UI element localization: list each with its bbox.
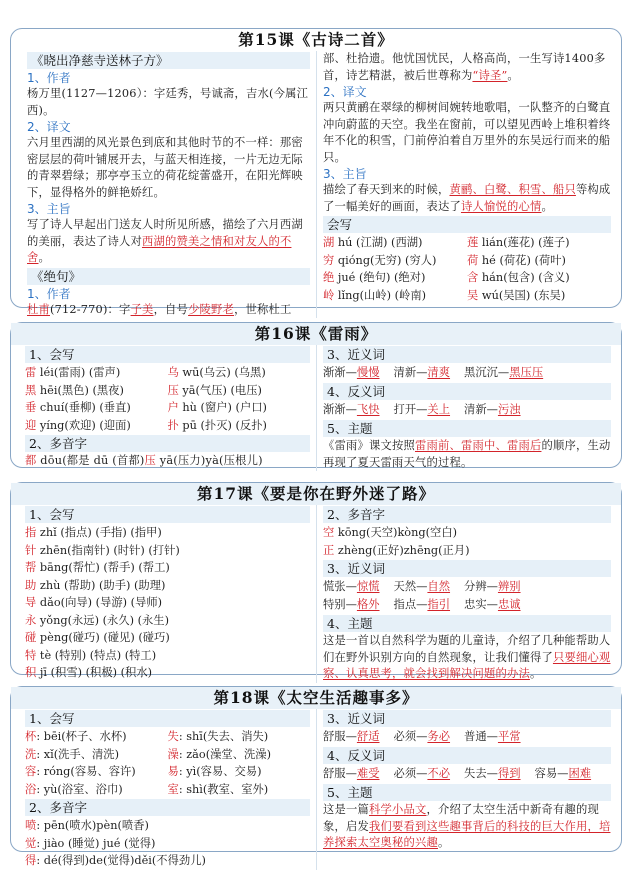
lesson-16-write-rows — [25, 364, 310, 434]
synonym-pair-b: 清爽 — [427, 366, 451, 379]
poem2-title: 《绝句》 — [27, 268, 310, 285]
vocab-cell — [168, 781, 311, 799]
l18-theme-highlight1: 科学小品文 — [369, 803, 427, 816]
synonym-pair — [464, 730, 521, 743]
l18-antonyms — [323, 765, 611, 783]
theme1-a: 写了诗人早起出门送友人时所见所感，描绘了六月西湖的美丽，表达了诗人对 — [27, 218, 303, 248]
vocab-pinyin: wú(吴国) (东吴) — [478, 288, 566, 302]
vocab-pinyin: jué (绝句) (绝对) — [334, 271, 426, 284]
vocab-cell — [168, 382, 311, 400]
vocab-char: 乌 — [167, 366, 179, 379]
synonym-pair-b: 务必 — [427, 730, 451, 743]
lesson-18-title: 第18课《太空生活趣事多》 — [11, 687, 621, 709]
l17-write-heading: 1、会写 — [25, 506, 310, 523]
vocab-cell — [467, 269, 611, 287]
vocab-pinyin: hú (江湖) (西湖) — [334, 236, 423, 249]
vocab-pinyin: dǎo(向导) (导游) (导师) — [36, 596, 163, 609]
vocab-pinyin: : jiào (睡觉) jué (觉得) — [36, 836, 156, 850]
theme2-a: 描绘了春天到来的时候， — [323, 183, 450, 196]
antonym-pair-a: 渐渐— — [323, 403, 357, 416]
synonym-pair — [323, 580, 380, 593]
synonym-pair-b: 黑压压 — [509, 366, 544, 379]
vocab-pinyin: : bēi(杯子、水杯) — [36, 730, 127, 743]
author2-b: ，自号 — [153, 302, 189, 316]
vocab-char: 容 — [25, 765, 37, 778]
polyphone-ya-text: yā(压力)yà(压根儿) — [156, 454, 263, 467]
lesson-18-left-column — [11, 709, 316, 870]
vocab-char: 导 — [25, 596, 37, 609]
synonym-pair — [394, 366, 451, 379]
author2-heading: 1、作者 — [27, 286, 71, 301]
translation-heading: 2、译文 — [27, 120, 71, 134]
synonym-pair — [323, 598, 380, 611]
synonym-pair-a: 慌张— — [323, 580, 357, 593]
vocab-pinyin: kōng(天空)kòng(空白) — [334, 526, 458, 539]
lesson-15-write-rows — [323, 234, 611, 304]
vocab-row — [25, 382, 310, 400]
synonym-line — [323, 578, 611, 596]
polyphone-char-du: 都 — [25, 454, 37, 467]
theme1-highlight: 西湖的赞美之情和对友人的不舍 — [27, 234, 292, 264]
vocab-cell — [25, 399, 168, 417]
vocab-pinyin: wū(乌云) (乌黑) — [178, 366, 266, 379]
polyphone-du-text: dōu(都是 dū (首都) — [36, 454, 145, 467]
theme2-highlight1: 黄鹂、白鹭、积雪、船只 — [449, 183, 576, 196]
vocab-char: 莲 — [467, 236, 479, 249]
vocab-pinyin: : xǐ(洗手、清洗) — [36, 747, 119, 761]
vocab-pinyin: yā(气压) (电压) — [178, 383, 262, 397]
l18-theme-heading: 5、主题 — [323, 784, 611, 801]
vocab-char: 易 — [167, 765, 179, 778]
vocab-char: 特 — [25, 648, 37, 662]
antonym-pair-b: 飞快 — [356, 403, 380, 416]
l16-antonym-heading: 4、反义词 — [323, 383, 611, 400]
synonym-pair-a: 黑沉沉— — [464, 366, 510, 379]
l16-theme-heading: 5、主题 — [323, 420, 611, 437]
l18-polyphone-heading: 2、多音字 — [25, 799, 310, 816]
poem1-title: 《晓出净慈寺送林子方》 — [27, 52, 310, 69]
l18-write-heading: 1、会写 — [25, 710, 310, 727]
synonym-pair-a: 必须— — [393, 730, 428, 743]
vocab-char: 空 — [323, 526, 335, 539]
antonym-pair-b: 关上 — [427, 403, 451, 416]
vocab-cell — [168, 364, 311, 382]
synonym-pair — [323, 366, 380, 379]
lesson-18-write-rows — [25, 728, 310, 798]
synonym-pair-a: 指点— — [393, 598, 428, 611]
vocab-row — [323, 542, 611, 560]
vocab-cell — [25, 728, 168, 746]
l16-synonym-heading: 3、近义词 — [323, 346, 611, 363]
vocab-row — [323, 234, 611, 252]
vocab-char: 杯 — [25, 730, 37, 743]
vocab-row — [323, 252, 611, 270]
l16-theme-highlight: 雷雨前、雷雨中、雷雨后 — [414, 439, 542, 452]
antonym-pair — [323, 403, 380, 416]
vocab-row — [25, 577, 310, 595]
vocab-pinyin: pèng(碰巧) (碰见) (碰巧) — [36, 631, 170, 644]
author2-a: (712-770)：字 — [50, 302, 131, 316]
vocab-char: 碰 — [25, 631, 37, 644]
synonym-pair-b: 忠诚 — [497, 598, 521, 611]
synonym-pair — [323, 730, 380, 743]
vocab-row — [25, 542, 310, 560]
l18-theme-text — [323, 802, 611, 852]
synonym-pair-b: 辨别 — [497, 580, 521, 593]
vocab-cell — [25, 364, 168, 382]
vocab-char: 室 — [167, 782, 179, 796]
vocab-cell — [323, 287, 467, 305]
translation2-heading: 2、译文 — [323, 85, 367, 99]
vocab-char: 黑 — [25, 383, 37, 397]
l17-theme-b: 。 — [529, 667, 542, 680]
l16-polyphone — [25, 453, 310, 470]
antonym-pair — [464, 403, 521, 416]
vocab-cell — [168, 417, 311, 435]
synonym-pair — [394, 730, 451, 743]
vocab-row — [323, 269, 611, 287]
vocab-row — [25, 728, 310, 746]
vocab-char: 扑 — [167, 418, 179, 432]
vocab-pinyin: lián(莲花) (莲子) — [478, 236, 570, 249]
vocab-char: 浴 — [25, 782, 37, 796]
lesson-17-title: 第17课《要是你在野外迷了路》 — [11, 483, 621, 505]
lesson-16-right-column — [316, 345, 621, 471]
lesson-15-title: 第15课《古诗二首》 — [238, 30, 394, 49]
l17-theme-text — [323, 633, 611, 683]
vocab-cell — [467, 287, 611, 305]
vocab-row — [25, 763, 310, 781]
vocab-char: 湖 — [323, 236, 335, 249]
vocab-pinyin: jī (积雪) (积极) (积水) — [36, 666, 153, 679]
vocab-char: 失 — [167, 730, 179, 743]
vocab-cell — [168, 746, 311, 764]
vocab-cell — [168, 399, 311, 417]
l18-synonym-heading: 3、近义词 — [323, 710, 611, 727]
lesson-18-body — [11, 709, 621, 870]
vocab-char: 迎 — [25, 418, 37, 432]
l18-synonyms — [323, 728, 611, 746]
synonym-pair — [464, 366, 543, 379]
synonym-pair-a: 天然— — [393, 580, 428, 593]
synonym-pair — [464, 598, 521, 611]
theme2-c: 。 — [541, 199, 553, 213]
lesson-17-right-column — [316, 505, 621, 683]
vocab-char: 含 — [467, 271, 479, 284]
lesson-15-card — [10, 28, 622, 316]
vocab-pinyin: yíng(欢迎) (迎面) — [36, 418, 131, 432]
author2-cont-b: 。 — [507, 68, 519, 82]
theme2-b: 等构成了一幅美好的画面，表达了 — [323, 183, 611, 213]
antonym-pair — [394, 767, 451, 780]
synonym-pair-a: 普通— — [464, 730, 498, 743]
theme-heading: 3、主旨 — [27, 202, 71, 216]
vocab-char: 压 — [167, 383, 179, 397]
polyphone-char-ya: 压 — [144, 454, 156, 467]
l18-theme-c: 。 — [437, 836, 450, 849]
vocab-row — [25, 594, 310, 612]
poet-sage: “诗圣” — [472, 68, 508, 82]
lesson-17-write-rows — [25, 524, 310, 682]
synonym-pair — [394, 598, 451, 611]
synonym-pair-b: 指引 — [427, 598, 451, 611]
l17-theme-a: 这是一首以自然科学为题的儿童诗，介绍了几种能帮助人们在野外识别方向的自然现象，让我们懂得了 — [323, 634, 611, 664]
vocab-row — [25, 364, 310, 382]
lesson-16-left-column — [11, 345, 316, 471]
vocab-row — [25, 746, 310, 764]
vocab-char: 积 — [25, 666, 37, 679]
vocab-pinyin: zhǐ (指点) (手指) (指甲) — [36, 526, 162, 539]
vocab-cell — [25, 781, 168, 799]
author2-c: ，世称杜工 — [234, 302, 292, 316]
lesson-18-card — [10, 686, 622, 867]
lesson-15-right-column — [316, 51, 621, 318]
vocab-row — [323, 287, 611, 305]
antonym-pair — [394, 403, 451, 416]
vocab-pinyin: zhèng(正好)zhēng(正月) — [334, 543, 470, 557]
l16-theme-a: 《雷雨》课文按照 — [323, 439, 415, 452]
vocab-cell — [25, 746, 168, 764]
vocab-char: 雷 — [25, 366, 37, 379]
lesson-16-body — [11, 345, 621, 471]
l16-theme-text — [323, 438, 611, 471]
vocab-cell — [467, 252, 611, 270]
vocab-row — [25, 629, 310, 647]
vocab-pinyin: yǒng(永远) (永久) (永生) — [36, 613, 170, 627]
l17-synonym-heading: 3、近义词 — [323, 560, 611, 577]
synonym-pair-a: 忠实— — [464, 598, 498, 611]
vocab-row — [25, 612, 310, 630]
l17-synonyms — [323, 578, 611, 614]
vocab-pinyin: hēi(黑色) (黑夜) — [36, 383, 124, 397]
vocab-pinyin: tè (特别) (特点) (特工) — [36, 648, 157, 662]
translation1-text: 六月里西湖的风光景色到底和其他时节的不一样：那密密层层的荷叶铺展开去，与蓝天相连接，一片无边无际的青翠碧绿；那亭亭玉立的荷花绽蕾盛开，在阳光辉映下，显得格外的鲜艳娇红。 — [27, 136, 303, 199]
l16-synonyms — [323, 364, 611, 382]
l16-write-heading: 1、会写 — [25, 346, 310, 363]
antonym-pair-a: 清新— — [464, 403, 498, 416]
vocab-pinyin: lǐng(山岭) (岭南) — [334, 288, 427, 302]
lesson-15-left-column — [11, 51, 316, 318]
lesson-16-card — [10, 322, 622, 468]
lesson-15-body — [11, 51, 621, 318]
antonym-pair-b: 污浊 — [497, 403, 521, 416]
vocab-char: 指 — [25, 526, 37, 539]
l18-theme-b: ，介绍了太空生活中新奇有趣的现象，启发 — [323, 803, 599, 833]
author2-hao: 少陵野老 — [188, 302, 235, 316]
author-heading: 1、作者 — [27, 71, 71, 85]
lesson-17-left-column — [11, 505, 316, 683]
lesson-18-right-column — [316, 709, 621, 870]
lesson-16-title: 第16课《雷雨》 — [11, 323, 621, 345]
vocab-row — [323, 524, 611, 542]
vocab-row — [25, 559, 310, 577]
vocab-char: 得 — [25, 854, 37, 867]
vocab-char: 针 — [25, 543, 37, 557]
theme1-text — [27, 217, 310, 267]
vocab-char: 吴 — [467, 288, 479, 302]
vocab-pinyin: chuí(垂柳) (垂直) — [36, 401, 131, 414]
lesson-17-body — [11, 505, 621, 683]
antonym-pair-a: 舒服— — [323, 767, 357, 780]
synonym-pair-b: 平常 — [497, 730, 521, 743]
synonym-line — [323, 596, 611, 614]
vocab-cell — [323, 234, 467, 252]
author2-cont-a: 部、杜拾遗。他忧国忧民，人格高尚，一生写诗1400多首，诗艺精湛，被后世尊称为 — [323, 52, 606, 82]
vocab-char: 户 — [167, 401, 179, 414]
vocab-pinyin: : zǎo(澡堂、洗澡) — [178, 747, 271, 761]
synonym-pair — [394, 580, 451, 593]
vocab-char: 垂 — [25, 401, 37, 414]
vocab-pinyin: zhēn(指南针) (时针) (打针) — [36, 543, 180, 557]
vocab-pinyin: : shī(失去、消失) — [178, 730, 269, 743]
vocab-pinyin: : yì(容易、交易) — [178, 765, 262, 778]
synonym-pair-a: 舒服— — [323, 730, 357, 743]
vocab-char: 喷 — [25, 819, 37, 832]
translation2-text: 两只黄鹂在翠绿的柳树间婉转地歌唱，一队整齐的白鹭直冲向蔚蓝的天空。我坐在窗前，可以望见西岭上堆积着终年不化的积雪，门前停泊着自万里外的东吴远行而来的船只。 — [323, 101, 611, 164]
theme1-b: 。 — [38, 251, 50, 264]
vocab-pinyin: pū (扑灭) (反扑) — [178, 418, 267, 432]
vocab-char: 荷 — [467, 253, 479, 267]
synonym-pair-a: 分辨— — [464, 580, 498, 593]
vocab-pinyin: bāng(帮忙) (帮手) (帮工) — [36, 561, 170, 574]
synonym-pair-b: 惊慌 — [356, 580, 380, 593]
vocab-row — [25, 817, 310, 835]
author1-text: 杨万里(1127—1206）：字廷秀，号诚斋，吉水(今属江西)。 — [27, 87, 309, 117]
author2-name: 杜甫 — [27, 302, 50, 316]
vocab-cell — [323, 269, 467, 287]
vocab-char: 穷 — [323, 253, 335, 267]
vocab-char: 绝 — [323, 271, 335, 284]
vocab-char: 助 — [25, 578, 37, 592]
theme2-heading: 3、主旨 — [323, 167, 367, 181]
vocab-pinyin: : pēn(喷水)pèn(喷香) — [36, 819, 149, 832]
antonym-pair-a: 容易— — [534, 767, 569, 780]
synonym-pair-b: 舒适 — [356, 730, 380, 743]
antonym-pair-a: 必须— — [393, 767, 428, 780]
vocab-row — [25, 835, 310, 853]
synonym-pair-a: 渐渐— — [323, 366, 357, 379]
author2-text — [27, 302, 310, 319]
l17-polyphones — [323, 524, 611, 559]
synonym-pair-a: 特别— — [323, 598, 357, 611]
l17-theme-heading: 4、主题 — [323, 615, 611, 632]
vocab-row — [25, 781, 310, 799]
vocab-pinyin: qióng(无穷) (穷人) — [334, 253, 437, 267]
vocab-char: 澡 — [167, 747, 179, 761]
vocab-row — [25, 852, 310, 870]
vocab-cell — [168, 763, 311, 781]
vocab-pinyin: hù (窗户) (户口) — [178, 401, 267, 414]
antonym-pair-b: 得到 — [497, 767, 521, 780]
vocab-pinyin: léi(雷雨) (雷声) — [36, 366, 121, 379]
l17-theme-highlight: 只要细心观察、认真思考，就会找到解决问题的办法 — [323, 650, 611, 680]
synonym-pair-b: 自然 — [427, 580, 451, 593]
vocab-cell — [168, 728, 311, 746]
l18-polyphones — [25, 817, 310, 870]
theme2-highlight2: 诗人愉悦的心情 — [460, 199, 542, 213]
synonym-pair-a: 清新— — [393, 366, 428, 379]
antonym-pair — [323, 767, 380, 780]
vocab-cell — [25, 417, 168, 435]
lesson-17-card — [10, 482, 622, 680]
vocab-pinyin: : dé(得到)de(觉得)děi(不得劲儿) — [36, 854, 206, 867]
l18-theme-a: 这是一篇 — [323, 803, 369, 816]
l18-theme-highlight2: 我们要看到这些趣事背后的科技的巨大作用，培养探索太空奥秘的兴趣 — [323, 819, 611, 849]
vocab-char: 帮 — [25, 561, 37, 574]
vocab-row — [25, 417, 310, 435]
vocab-char: 永 — [25, 613, 37, 627]
vocab-pinyin: zhù (帮助) (助手) (助理) — [36, 578, 166, 592]
synonym-pair-b: 格外 — [356, 598, 380, 611]
l16-theme-b: 的顺序，生动再现了夏天雷雨天气的过程。 — [323, 439, 611, 469]
l18-antonym-heading: 4、反义词 — [323, 747, 611, 764]
vocab-pinyin: hé (荷花) (荷叶) — [478, 253, 566, 267]
l17-polyphone-heading: 2、多音字 — [323, 506, 611, 523]
vocab-pinyin: : róng(容易、容许) — [36, 765, 136, 778]
huixie-bar: 会写 — [323, 216, 611, 233]
vocab-cell — [25, 382, 168, 400]
l16-antonyms — [323, 401, 611, 419]
vocab-row — [25, 647, 310, 665]
vocab-row — [25, 664, 310, 682]
vocab-cell — [323, 252, 467, 270]
vocab-pinyin: : shì(教室、室外) — [178, 782, 269, 796]
vocab-char: 正 — [323, 543, 335, 557]
synonym-pair — [464, 580, 521, 593]
vocab-pinyin: hán(包含) (含义) — [478, 271, 570, 284]
theme2-text — [323, 182, 611, 215]
author2-zi: 子美 — [130, 302, 154, 316]
vocab-cell — [25, 763, 168, 781]
antonym-pair-b: 困难 — [568, 767, 592, 780]
antonym-pair-a: 失去— — [464, 767, 498, 780]
antonym-pair — [535, 767, 592, 780]
antonym-pair-b: 难受 — [356, 767, 380, 780]
vocab-char: 觉 — [25, 836, 37, 850]
antonym-pair-a: 打开— — [393, 403, 428, 416]
vocab-cell — [467, 234, 611, 252]
vocab-char: 岭 — [323, 288, 335, 302]
antonym-pair — [464, 767, 521, 780]
vocab-char: 洗 — [25, 747, 37, 761]
vocab-pinyin: : yù(浴室、浴巾) — [36, 782, 123, 796]
vocab-row — [25, 524, 310, 542]
l16-polyphone-heading: 2、多音字 — [25, 435, 310, 452]
synonym-pair-b: 慢慢 — [356, 366, 380, 379]
vocab-row — [25, 399, 310, 417]
antonym-pair-b: 不必 — [427, 767, 451, 780]
author2-continued — [323, 51, 611, 84]
